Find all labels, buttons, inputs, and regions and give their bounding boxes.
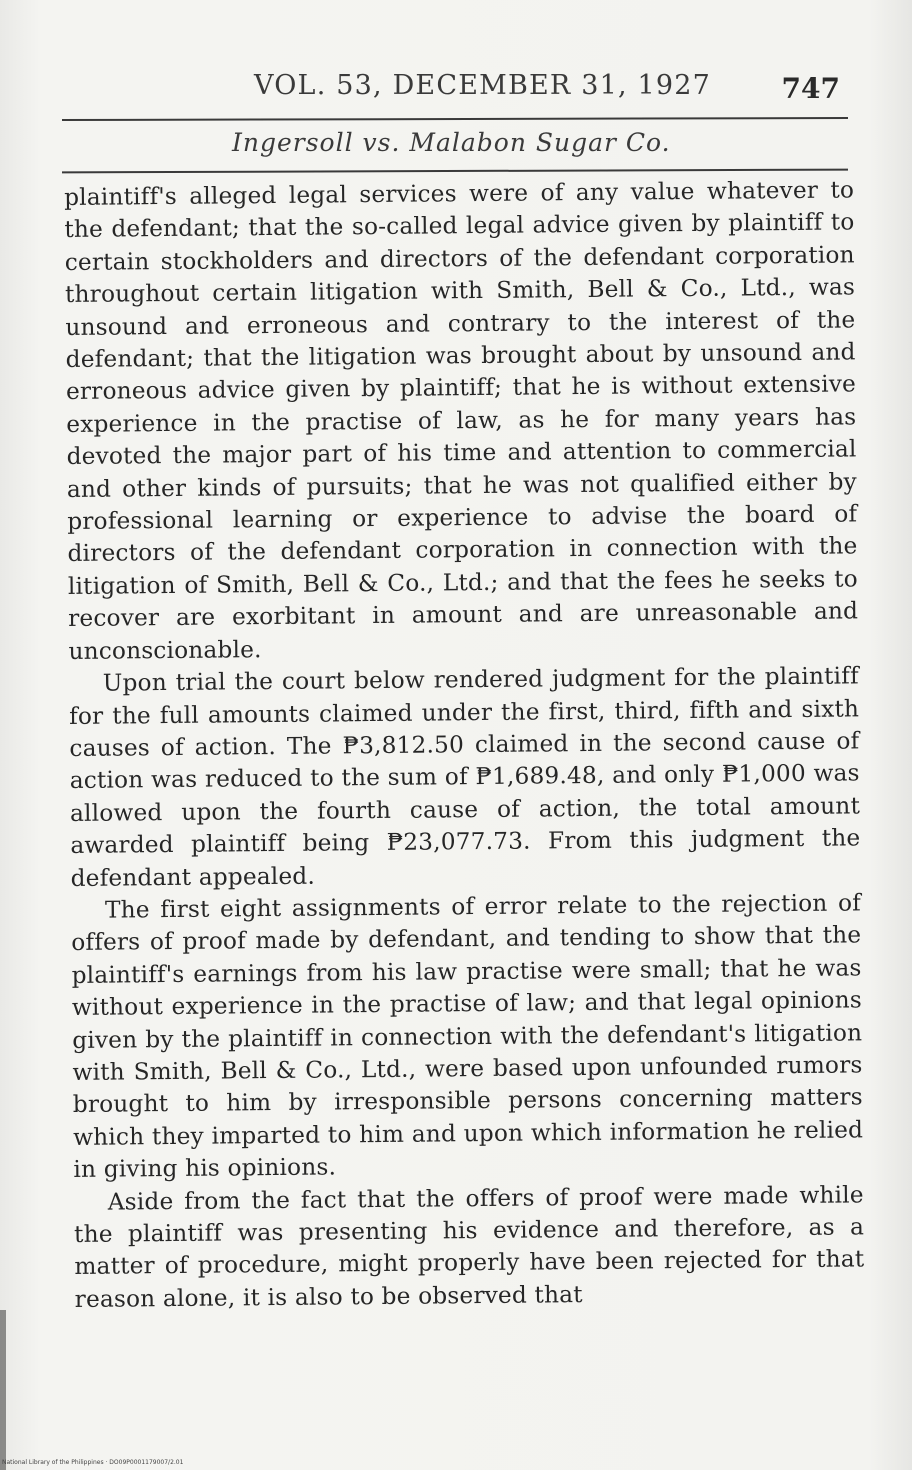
paragraph-assignments-of-error: The first eight assignments of error relate to the rejection of offers of proof made by defendant, and tending to show that the plaintiff's earnings from his law practise were small; that he was without experience in the practise of law; and that legal opinions given by the plaintiff in connection with the defendant's litigation with Smith, Bell & Co., Ltd., were based upon unfounded rumors brought to him by irresponsible persons concerning matters which they imparted to him and upon which information he relied in giving his opinions. [71,889,864,1184]
page-header [64,66,844,114]
binding-edge [0,1310,6,1470]
paragraph-trial-judgment: Upon trial the court below rendered judgment for the plaintiff for the full amounts claimed under the first, third, fifth and sixth causes of action. The ₱3,812.50 claimed in the second cause of action was reduced to the sum of ₱1,689.48, and only ₱1,000 was allowed upon the fourth cause of action, the total amount awarded plaintiff being ₱23,077.73. From this judgment the defendant appealed. [68,662,861,892]
paragraph-continuation: plaintiff's alleged legal services were of any value whatever to the defendant; that the so-called legal advice given by plaintiff to certain stockholders and directors of the defendant corporation throughout certain litigation with Smith, Bell & Co., Ltd., was unsound and erroneous and contrary to the interest of the defendant; that the litigation was brought about by unsound and erroneous advice given by plaintiff; that he is without extensive experience in the practise of law, as he for many years has devoted the major part of his time and attention to commercial and other kinds of pursuits; that he was not qualified either by professional learning or experience to advise the board of directors of the defendant corporation in connection with the litigation of Smith, Bell & Co., Ltd.; and that the fees he seeks to recover are exorbitant in amount and are unreasonable and unconscionable. [64,176,859,665]
body-text [64,174,865,1362]
running-head: VOL. 53, DECEMBER 31, 1927 [254,70,712,101]
case-title: Ingersoll vs. Malabon Sugar Co. [232,128,671,157]
header-rule-top [62,117,848,121]
library-watermark: National Library of the Philippines · DO09P0001179007/2.01 [2,1459,184,1466]
page-number: 747 [781,72,840,105]
header-rule-bottom [62,169,848,174]
paragraph-offers-of-proof: Aside from the fact that the offers of proof were made while the plaintiff was presenting his evidence and therefore, as a matter of procedure, might properly have been rejected for that reason alone, it is also to be observed that [73,1180,865,1313]
